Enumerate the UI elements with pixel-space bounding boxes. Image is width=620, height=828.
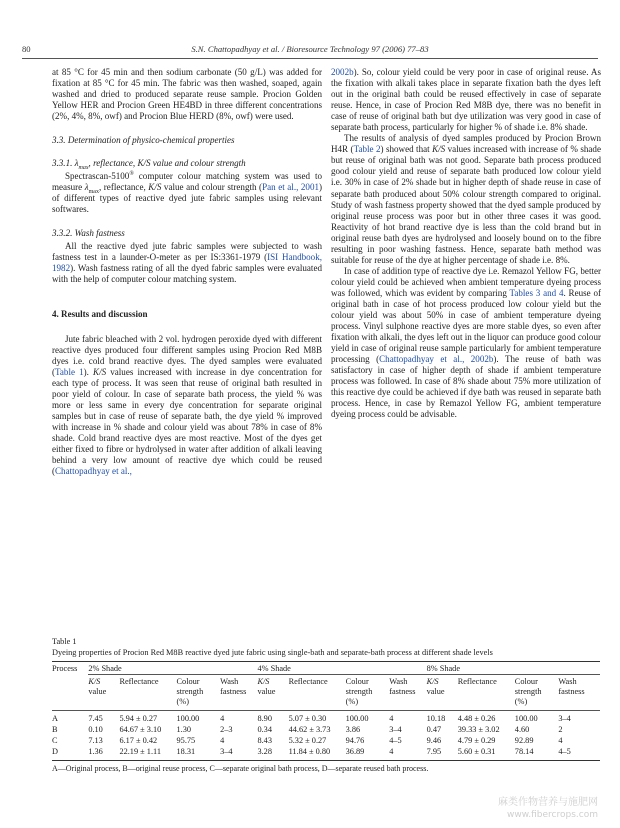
table-cell: 44.62 ± 3.73 [288,725,331,734]
citation-link[interactable]: Chattopadhyay et al., 2002b [379,354,494,365]
group-header-8pct: 8% Shade [427,662,600,675]
table-cell: 3–4 [558,714,571,723]
header-part: (%) [514,697,528,706]
table-cell: 7.13 [88,736,103,745]
table-cell: 2 [558,725,563,734]
watermark-line-1: 麻类作物营养与施肥网 [498,797,598,808]
text-run: Spectrascan-5100 [65,171,130,182]
table-cell: 100.00 [176,714,200,723]
header-part: fastness [220,687,247,696]
ks-header [427,675,458,711]
table-cell: 8.90 [257,714,272,723]
table-cell: 3.86 [345,725,361,734]
reflectance-header: Reflectance [289,675,346,711]
header-part: Wash [389,677,408,686]
page-number: 80 [22,44,31,54]
table-row [52,735,600,746]
table-cell: 4 [220,714,225,723]
process-cell: D [52,747,58,756]
paragraph [52,241,322,285]
ks-term: K/S [148,182,162,193]
group-header-4pct: 4% Shade [257,662,426,675]
table-cell: 4 [389,747,394,756]
heading-part: value and colour strength [150,158,246,169]
table-cell: 64.67 ± 3.10 [119,725,162,734]
table-cell: 0.34 [257,725,272,734]
table-cell: 3–4 [389,725,402,734]
citation-link[interactable]: 2002b [331,67,354,77]
header-part: value [88,687,107,696]
table-cell: 100.00 [514,714,538,723]
header-part: (%) [176,697,189,706]
header-part: fastness [389,687,416,696]
watermark [498,796,598,822]
table-link[interactable]: Table 2 [353,144,381,155]
colour-strength-header [177,675,221,711]
table-row [52,724,600,735]
table-cell: 4 [558,736,563,745]
table-cell: 39.33 ± 3.02 [457,725,500,734]
process-cell: C [52,736,58,745]
paragraph [52,334,322,478]
table-cell: 4.48 ± 0.26 [457,714,496,723]
text-run: ). Wash fastness rating of all the dyed fabric samples were evaluated with the help of computer colour matching system. [52,262,322,284]
text-run: All the reactive dyed jute fabric samples were subjected to wash fastness test in a launder-O-meter as per IS:3361-1979 ( [52,240,322,262]
process-cell: B [52,725,58,734]
table-row [52,746,600,761]
text-run: Jute fabric bleached with 2 vol. hydrogen peroxide dyed with different reactive dyes produced four different samples using Procion Red M8B dyes i.e. cold brand reactive dyes. The dyed samples were evaluated ( [52,333,322,377]
table-row [52,711,600,725]
text-run: In case of addition type of reactive dye i.e. Remazol Yellow FG, better colour yield could be achieved when ambient temperature dyeing process was followed, which was evident by comparing [331,265,601,298]
table-label: Table 1 [52,637,77,646]
table-cell: 4.79 ± 0.29 [457,736,496,745]
table-cell: 3.28 [257,747,272,756]
header-rule [22,58,598,59]
max-subscript: max [88,189,99,196]
header-part: Wash [558,677,577,686]
header-part: Colour [176,677,200,686]
table-cell: 11.84 ± 0.80 [288,747,331,756]
text-run: value and colour strength ( [161,182,263,193]
column-header-row [52,675,600,711]
lambda-symbol: λ [74,158,79,169]
table-caption: Dyeing properties of Procion Red M8B reactive dyed jute fabric using single-bath and separate-bath process at different shade levels [52,648,493,657]
table-cell: 4.60 [514,725,530,734]
text-run: ) of different types of reactive dyed jute fabric samples using relevant softwares. [52,182,323,215]
citation-link[interactable]: Chattopadhyay et al., [55,466,132,477]
heading-part: , reflectance, [88,158,138,169]
table-cell: 78.14 [514,747,534,756]
text-run: values increased with increase in dye concentration for each type of process. It was seen that reuse of original bath resulted in poor yield of colour. In case of separate bath process, the yield % was more or less same in every dye concentration for separate original samples but in case of reuse of separate bath, the dye yield % improved with increase in % shade and colour yield was about 78% in case of 8% shade. Cold brand reactive dyes are most reactive. Most of the dyes get either fixed to fibre or hydrolysed in water after addition of alkali leaving behind a very low amount of reactive dye which could be reused ( [52,366,322,477]
table-cell: 95.75 [176,736,196,745]
ks-header [88,675,119,711]
text-run: ). [83,366,94,377]
table-cell: 4 [220,736,225,745]
heading-part: 3.3.1. [52,158,75,169]
table-cell: 2–3 [220,725,233,734]
group-header-2pct: 2% Shade [88,662,257,675]
max-subscript: max [78,165,89,172]
table-cell: 100.00 [345,714,369,723]
blank-header-cell [52,675,88,711]
header-part: Wash [220,677,239,686]
table-body [52,711,600,761]
paragraph [331,67,601,133]
header-part: strength [176,687,204,696]
table-cell: 5.60 ± 0.31 [457,747,496,756]
running-title: S.N. Chattopadhyay et al. / Bioresource Technology 97 (2006) 77–83 [191,44,429,54]
right-column [331,67,601,421]
watermark-line-2: www.fibercrops.com [507,810,598,820]
ks-term: K/S [426,677,439,686]
paragraph: at 85 °C for 45 min and then sodium carbonate (50 g/L) was added for fixation at 85 °C for 45 min. The fabric was then washed, soaped, again washed and dried to produced separate reuse sample. Procion Golden Yellow HER and Procion Green HE4BD in three different concentrations (2%, 4%, 8%, owf) and Procion Blue HERD (8%, owf) were used. [52,67,322,122]
text-run: values increased with increase of % shade but reuse of original bath was not good. Separate bath process produced good colour yield and reuse of separate bath produced low colour yield i.e. 30% in case of 2% shade but in higher depth of shade reuse in case of separate bath produced about 50% colour strength compared to original. Study of wash fastness property showed that the dyed sample produced by original reuse process was poor but in other three cases it was good. Reactivity of hot brand reactive dye is less than the cold brand but in original reuse bath dyes are hydrolysed and loosely bound on to the fibre resulting in poor washing fastness. Hence, separate bath method was suitable for reuse of the dye at higher percentage of shade i.e. 8%. [331,144,601,265]
text-run: ). The reuse of bath was satisfactory in case of higher depth of shade if ambient temperature process was followed. In case of 8% shade about 75% more utilization of this reactive dye could be achieved if dye bath was reused in separate bath process. Hence, in case by Remazol Yellow FG, ambient temperature dyeing process could be advisable. [331,354,601,420]
colour-strength-header [515,675,559,711]
left-column [52,67,322,477]
table-cell: 5.07 ± 0.30 [288,714,327,723]
table-cell: 4 [389,714,394,723]
table-cell: 4–5 [558,747,571,756]
colour-strength-header [346,675,390,711]
header-part: strength [345,687,373,696]
header-part: Colour [514,677,538,686]
ks-term: K/S [93,366,107,377]
heading-part: K/S [137,158,151,169]
table-cell: 5.32 ± 0.27 [288,736,327,745]
paragraph [331,133,601,266]
table-cell: 7.95 [426,747,442,756]
table-cell: 92.89 [514,736,534,745]
table-cell: 5.94 ± 0.27 [119,714,158,723]
process-header: Process [52,664,78,673]
paragraph [331,266,601,421]
data-table [52,661,600,761]
table-cell: 4–5 [389,736,402,745]
table-cell: 18.31 [176,747,196,756]
header-part: Colour [345,677,369,686]
wash-fastness-header [220,675,257,711]
header-part: fastness [558,687,585,696]
table-link[interactable]: Table 1 [55,366,84,377]
table-cell: 8.43 [257,736,272,745]
table-cell: 6.17 ± 0.42 [119,736,158,745]
table-cell: 94.76 [345,736,365,745]
table-cell: 0.47 [426,725,442,734]
text-run: ) showed that [380,144,433,155]
registered-mark: ® [129,171,134,178]
table-cell: 3–4 [220,747,233,756]
table-cell: 36.89 [345,747,365,756]
section-heading-4: 4. Results and discussion [52,308,148,319]
text-run: , reflectance, [98,182,149,193]
table-footnote: A—Original process, B—original reuse process, C—separate original bath process, D—separate reused bath process. [52,764,429,773]
table-cell: 7.45 [88,714,103,723]
header-part: strength [514,687,542,696]
table-cell: 10.18 [426,714,446,723]
table-1 [52,637,600,774]
text-run: computer colour matching system was used to measure [52,171,322,193]
subsection-heading-3-3-1 [52,158,322,172]
ks-term: K/S [88,677,101,686]
wash-fastness-header [389,675,426,711]
wash-fastness-header [558,675,600,711]
paragraph [52,171,322,215]
ks-header [257,675,288,711]
table-link[interactable]: Tables 3 and 4 [509,287,564,298]
reflectance-header: Reflectance [458,675,515,711]
header-part: (%) [345,697,359,706]
text-run: . Reuse of original bath in case of hot process produced low colour yield but the colour yield was about 50% in case of ambient temperature dyeing process. Vinyl sulphone reactive dyes are more stable dyes, so even after fixation with alkali, the dyes left out in the liquor can produce good colour yield in case of original reuse sample particularly for ambient temperature processing ( [331,287,601,365]
subsection-heading-3-3-2: 3.3.2. Wash fastness [52,227,125,238]
citation-link[interactable]: Pan et al., 2001 [262,182,319,193]
text-run: The results of analysis of dyed samples produced by Procion Brown H4R ( [331,133,601,155]
group-header-row [52,662,600,675]
table-cell: 1.30 [176,725,192,734]
section-heading-3-3: 3.3. Determination of physico-chemical properties [52,135,235,146]
header-part: value [257,687,276,696]
table-cell: 22.19 ± 1.11 [119,747,162,756]
citation-link[interactable]: ISI Handbook, 1982 [52,251,322,273]
ks-term: K/S [432,144,446,155]
table-cell: 1.36 [88,747,103,756]
table-cell: 0.10 [88,725,103,734]
ks-term: K/S [257,677,270,686]
lambda-symbol: λ [84,182,89,193]
process-cell: A [52,714,58,723]
reflectance-header: Reflectance [119,675,176,711]
text-run: ). So, colour yield could be very poor in case of original reuse. As the fixation with alkali takes place in separate fixation bath the dyes left out in the original bath could be reused effectively in case of separate reuse. Hence, in case of Procion Red M8B dye, there was no benefit in case of reuse of original bath but dye utilization was very good in case of separate bath process, particularly for higher % of shade i.e. 8% shade. [331,67,601,133]
table-cell: 9.46 [426,736,442,745]
header-part: value [426,687,445,696]
